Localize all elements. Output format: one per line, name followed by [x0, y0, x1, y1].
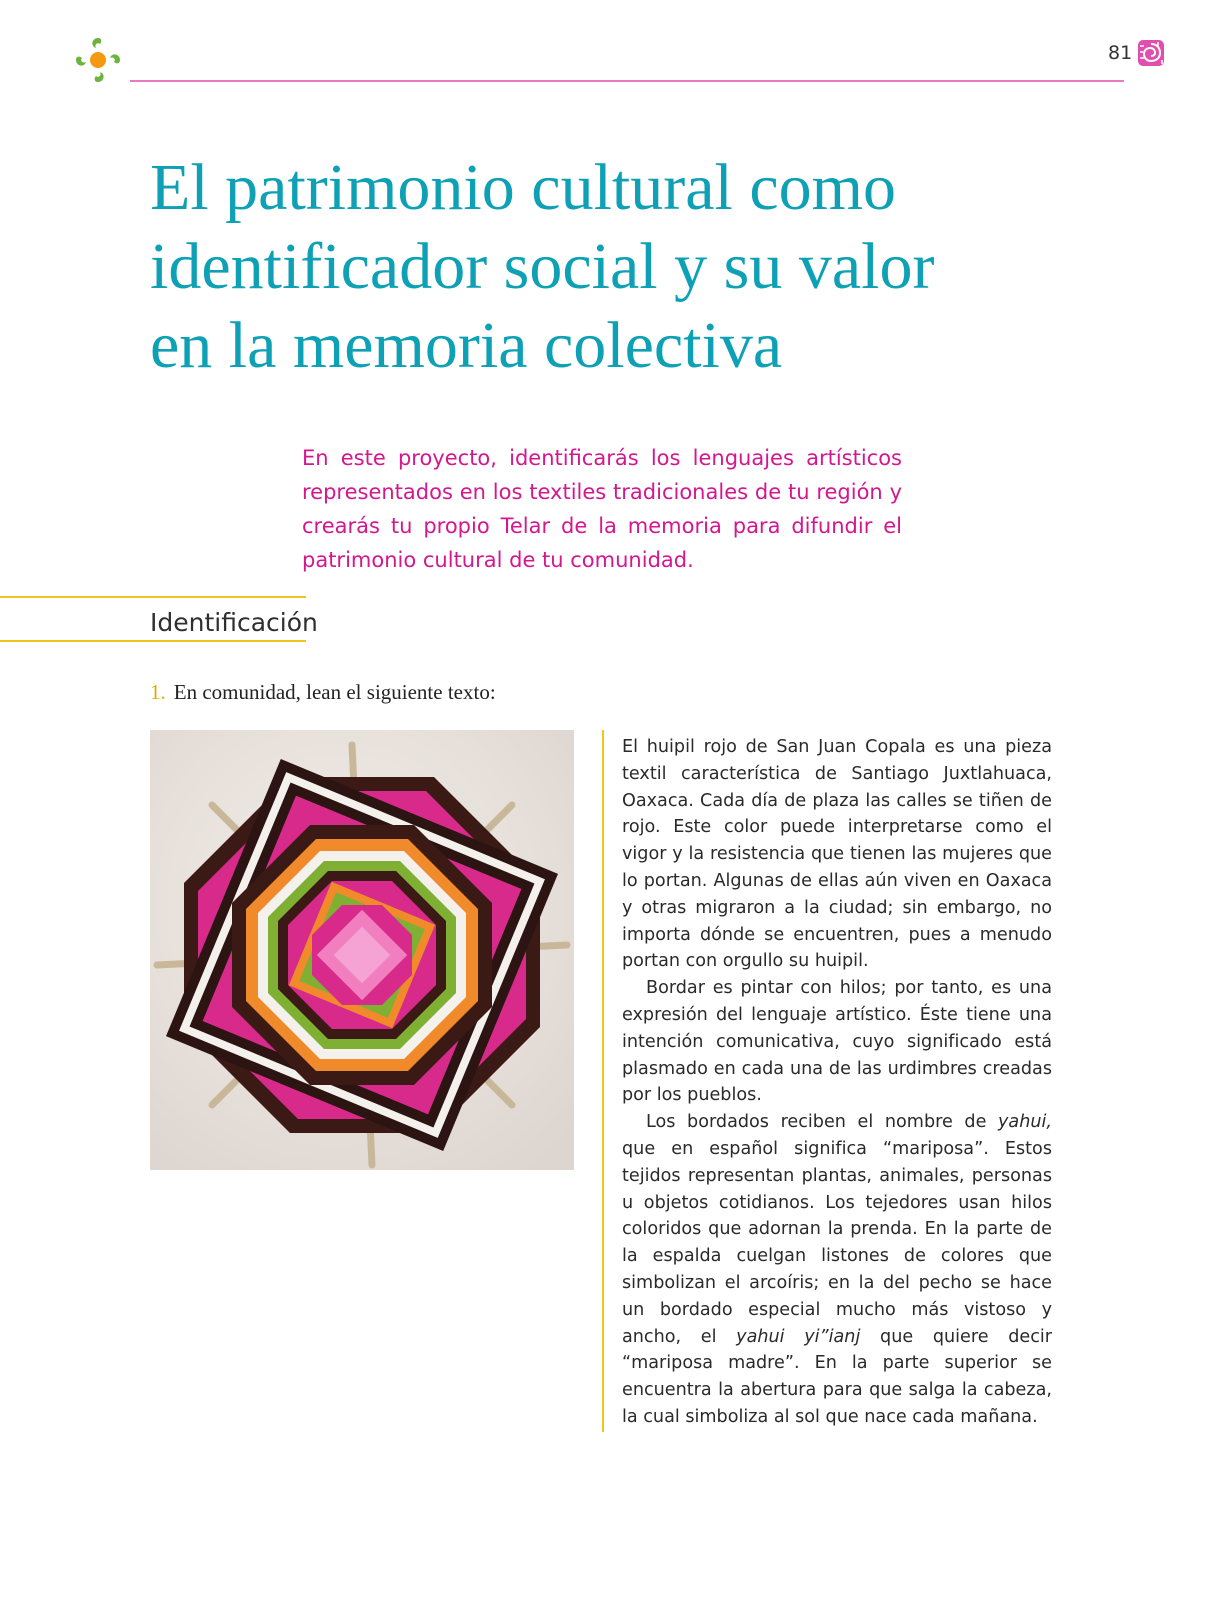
- text-run: que en español significa “mariposa”. Estos tejidos representan plantas, animales, personas u objetos cotidianos. Los tejedores usan hilos coloridos que adornan la prenda. En la parte de la espalda cuelgan listones de colores que simbolizan el arcoíris; en la del pecho se hace un bordado especial mucho más vistoso y ancho, el: [622, 1138, 1052, 1347]
- textile-photo: [150, 730, 574, 1170]
- page-number: 81: [1108, 42, 1133, 64]
- project-intro: En este proyecto, identificarás los lenguajes artísticos representados en los textiles tradicionales de tu región y crearás tu propio Telar de la memoria para difundir el patrimonio cultural de tu comunidad.: [302, 446, 902, 572]
- instruction-number: 1.: [150, 680, 166, 704]
- instruction-text: En comunidad, lean el siguiente texto:: [173, 680, 496, 704]
- section-rule-bottom: [0, 640, 306, 642]
- paragraph: [622, 1109, 1052, 1431]
- flower-logo-icon: [72, 34, 124, 86]
- header-rule: [130, 80, 1124, 82]
- paragraph: Bordar es pintar con hilos; por tanto, es una expresión del lenguaje artístico. Éste tiene una intención comunicativa, cuyo significado está plasmado en cada una de las urdimbres creadas por los pueblos.: [622, 978, 1052, 1106]
- title-line: identificador social y su valor: [150, 230, 935, 303]
- reading-text: [622, 734, 1052, 1431]
- title-line: en la memoria colectiva: [150, 309, 783, 382]
- section-title: Identificación: [150, 608, 318, 637]
- column-rule: [602, 730, 604, 1432]
- spiral-glyph-icon: [1136, 38, 1166, 68]
- term-yahui: yahui,: [998, 1112, 1052, 1133]
- section-rule-top: [0, 596, 306, 598]
- text-run: que quiere decir “mariposa madre”. En la parte superior se encuentra la abertura para que salga la cabeza, la cual simboliza al sol que nace cada mañana.: [622, 1326, 1052, 1427]
- term-yahui-yiianj: yahui yi”ianj: [736, 1326, 861, 1347]
- paragraph: El huipil rojo de San Juan Copala es una pieza textil característica de Santiago Juxtlahuaca, Oaxaca. Cada día de plaza las calles se tiñen de rojo. Este color puede interpretarse como el vigor y la resistencia que tienen las mujeres que lo portan. Algunas de ellas aún viven en Oaxaca y otras migraron a la ciudad; sin embargo, no importa dónde se encuentren, pues a menudo portan con orgullo su huipil.: [622, 737, 1052, 972]
- instruction: [150, 680, 496, 705]
- text-run: Los bordados reciben el nombre de: [646, 1112, 999, 1133]
- title-line: El patrimonio cultural como: [150, 151, 896, 224]
- page-title: [150, 148, 1050, 385]
